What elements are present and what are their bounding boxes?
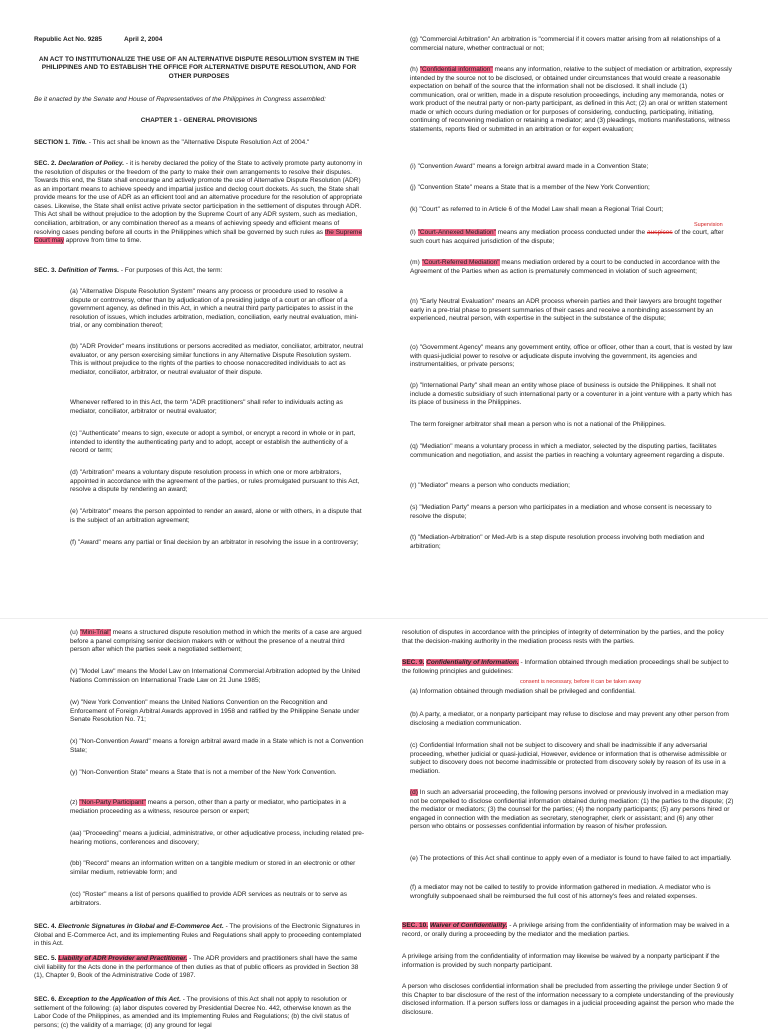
- sec3-text: - For purposes of this Act, the term:: [119, 267, 223, 274]
- definition-q: (q) "Mediation" means a voluntary process in which a mediator, selected by the disputing parties, facilitates communication and negotiation, and assist the parties in reaching a voluntary agreement regarding a dispute.: [410, 443, 725, 459]
- chapter-1-heading: CHAPTER 1 - GENERAL PROVISIONS: [140, 117, 258, 124]
- sec1-text: - This act shall be known as the "Alternative Dispute Resolution Act of 2004.": [87, 139, 310, 146]
- sec9-label: SEC. 9.: [402, 659, 425, 666]
- definition-e: (e) "Arbitrator" means the person appointed to render an award, alone or with others, in a dispute that is the subject of an arbitration agreement;: [70, 508, 362, 524]
- sec4-label: SEC. 4.: [34, 923, 57, 930]
- definition-u-text: means a structured dispute resolution method in which the merits of a case are argued before a panel comprising senior decision makers with or without the presence of a neutral third person after which the parties seek a negotiated settlement;: [70, 629, 362, 654]
- sec6-label: SEC. 6.: [34, 996, 57, 1003]
- definition-j: (j) "Convention State" means a State that is a member of the New York Convention;: [410, 184, 650, 191]
- definition-m-term: "Court-Referred Mediation": [421, 259, 500, 266]
- definition-d: (d) "Arbitration" means a voluntary dispute resolution process in which one or more arbitrators, appointed in accordance with the agreement of the parties, or rules promulgated pursuant to this Act, resolve a dispute by rendering an award;: [70, 469, 360, 494]
- definition-l-term: "Court-Annexed Mediation": [417, 229, 496, 236]
- section-2: [34, 160, 364, 246]
- definition-z-term: "Non-Party Participant": [79, 799, 146, 806]
- sec4-title: Electronic Signatures in Global and E-Commerce Act.: [58, 923, 224, 930]
- definition-h-prefix: (h): [410, 66, 420, 73]
- definition-m-prefix: (m): [410, 259, 422, 266]
- confidentiality-d: [402, 789, 734, 832]
- definition-y: (y) "Non-Convention State" means a State that is not a member of the New York Convention.: [70, 769, 337, 776]
- definition-u: [34, 629, 364, 655]
- confidentiality-e: (e) The protections of this Act shall continue to apply even of a mediator is found to have failed to act impartially.: [410, 855, 732, 862]
- definition-n: (n) "Early Neutral Evaluation" means an ADR process wherein parties and their lawyers are brought together early in a pre-trial phase to present summaries of their cases and receive a nonbinding assessment by an experienced, neutral person, with expertise in the subject in the substance of the dispute;: [410, 298, 722, 323]
- sec5-text: - The ADR providers and practitioners shall have the same civil liability for the Acts done in the performance of then duties as that of public officers as provided in Section 38 (1), Chapter 9, Book of the Administrative Code of 1987.: [34, 955, 359, 980]
- section-1: [34, 139, 364, 148]
- definition-x: (x) "Non-Convention Award" means a foreign arbitral award made in a State which is not a Convention State;: [70, 738, 364, 754]
- confidentiality-d-marker: (d): [410, 789, 418, 796]
- waiver-paragraph-1: A privilege arising from the confidentiality of information may likewise be waived by a nonparty participant if the information is provided by such nonparty participant.: [402, 953, 720, 969]
- definition-h: [402, 66, 734, 135]
- definition-l-tail: of the court, after such court has acquired jurisdiction of the dispute;: [410, 229, 724, 245]
- definition-u-prefix: (u): [70, 629, 80, 636]
- page-2: [0, 618, 768, 1029]
- definition-v: (v) "Model Law" means the Model Law on International Commercial Arbitration adopted by the United Nations Commission on International Trade Law on 21 June 1985;: [70, 668, 361, 684]
- sec2-title: Declaration of Policy.: [58, 160, 125, 167]
- sec2-label: SEC. 2.: [34, 160, 57, 167]
- definition-a: (a) "Alternative Dispute Resolution System" means any process or procedure used to resolve a dispute or controversy, other than by adjudication of a presiding judge of a court or an officer of a government agency, as defined in this Act, in which a neutral third party participates to assist in the resolution of issues, which includes arbitration, mediation, conciliation, early neutral evaluation, mini-trial, or any combination thereof;: [70, 288, 359, 330]
- definition-h-term: "Confidential information": [419, 66, 493, 73]
- definition-g: (g) "Commercial Arbitration" An arbitration is "commercial if it covers matter arising from all relationships of a commercial nature, whether contractual or not;: [410, 36, 721, 52]
- act-title: AN ACT TO INSTITUTIONALIZE THE USE OF AN ALTERNATIVE DISPUTE RESOLUTION SYSTEM IN THE PHILIPPINES AND TO ESTABLISH THE OFFICE FOR ALTERNATIVE DISPUTE RESOLUTION, AND FOR OTHER PURPOSES: [38, 56, 360, 80]
- section-4: [34, 923, 364, 949]
- section-5: [34, 955, 364, 981]
- annotation-consent: consent is necessary, before it can be taken away: [520, 679, 642, 685]
- definition-m-text: means mediation ordered by a court to be conducted in accordance with the Agreement of the Parties when as action is prematurely commenced in violation of such agreement;: [410, 259, 720, 275]
- sec1-label: SECTION 1.: [34, 139, 71, 146]
- act-date: April 2, 2004: [124, 36, 163, 43]
- annotation-supervision: Supervision: [694, 222, 723, 228]
- definition-l-prefix: (l): [410, 229, 418, 236]
- sec9-text: - Information obtained through mediation proceedings shall be subject to the following principles and guidelines:: [402, 659, 729, 675]
- sec6-text: - The provisions of this Act shall not apply to resolution or settlement of the following: (a) labor disputes covered by Presidential Decree No. 442, otherwise known as the Labor Code of the Philippines, as amended and its Implementing Rules and Regulations; (b) the civil status of persons; (c) the validity of a marriage; (d) any ground for legal: [34, 996, 352, 1029]
- definition-l-struck-word: auspices: [646, 229, 673, 236]
- confidentiality-a: (a) Information obtained through mediation shall be privileged and confidential.: [410, 688, 636, 695]
- confidentiality-d-text: In such an adversarial proceeding, the following persons involved or previously involved in a mediation may not be compelled to disclose confidential information obtained during mediation: (1) the parties to the dispute; (2) the mediator or mediators; (3) the counsel for the parties; (4) the nonparty participants; (5) any persons hired or engaged in connection with the mediation as secretary, stenographer, clerk or assistant; and (6) any other person who obtains or possesses confidential information by reason of his/her profession.: [410, 789, 734, 831]
- definition-t: (t) "Mediation-Arbitration" or Med-Arb is a step dispute resolution process involving both mediation and arbitration;: [410, 534, 705, 550]
- definition-z: [34, 799, 364, 816]
- definition-z-text: means a person, other than a party or mediator, who participates in a mediation proceeding as a witness, resource person or expert;: [70, 799, 346, 815]
- definition-h-text: means any information, relative to the subject of mediation or arbitration, expressly intended by the source not to be disclosed, or obtained under circumstances that would create a reasonable expectation on behalf of the source that the information shall not be disclosed. It shall include (1) communication, oral or written, made in a dispute resolution proceedings, including any memoranda, notes or work product of the neutral party or non-party participant, as defined in this Act; (2) an oral or written statement made or which occurs during mediation or for purposes of considering, conducting, participating, initiating, continuing of reconvening mediation or retaining a mediator; and (3) pleadings, motions manifestations, witness statements, reports filed or submitted in an arbitration or for expert evaluation;: [410, 66, 732, 134]
- definition-f: (f) "Award" means any partial or final decision by an arbitrator in resolving the issue in a controversy;: [70, 539, 359, 546]
- sec2-highlight: the Supreme Court may: [34, 228, 363, 245]
- section-10: [402, 922, 734, 939]
- definition-u-term: "Mini-Trial": [79, 629, 111, 636]
- sec10-title: Waiver of Confidentiality.: [429, 922, 508, 929]
- sec10-text: - A privilege arising from the confidentiality of information may be waived in a record, or orally during a proceeding by the mediator and the mediation parties.: [402, 922, 730, 938]
- definition-m: [402, 259, 734, 276]
- section-6: [34, 996, 364, 1030]
- definition-z-prefix: (z): [70, 799, 80, 806]
- definition-s: (s) "Mediation Party" means a person who participates in a mediation and whose consent is necessary to resolve the dispute;: [410, 504, 712, 520]
- definition-l: [402, 229, 734, 246]
- sec9-title: Confidentiality of Information.: [426, 659, 519, 666]
- definition-cc: (cc) "Roster" means a list of persons qualified to provide ADR services as neutrals or to serve as arbitrators.: [70, 891, 348, 907]
- enacting-clause: Be it enacted by the Senate and House of Representatives of the Philippines in Congress assembled:: [34, 96, 326, 103]
- definition-o: (o) "Government Agency" means any government entity, office or officer, other than a court, that is vested by law with quasi-judicial power to resolve or adjudicate dispute involving the government, its agencies and instrumentalities, or private persons;: [410, 344, 733, 369]
- definition-aa: (aa) "Proceeding" means a judicial, administrative, or other adjudicative process, including related pre-hearing motions, conferences and discovery;: [70, 830, 365, 846]
- section-8-continued: resolution of disputes in accordance with the principles of integrity of determination by the parties, and the policy that the decision-making authority in the mediation process rests with the parties.: [402, 629, 724, 645]
- confidentiality-b: (b) A party, a mediator, or a nonparty participant may refuse to disclose and may prevent any other person from disclosing a mediation communication.: [410, 711, 729, 727]
- definition-k: (k) "Court" as referred to in Article 6 of the Model Law shall mean a Regional Trial Court;: [410, 206, 664, 213]
- definition-l-text: means any mediation process conducted under the: [495, 229, 647, 236]
- definition-bb: (bb) "Record" means an information written on a tangible medium or stored in an electronic or other similar medium, retrievable form; and: [70, 860, 356, 876]
- sec10-label: SEC. 10.: [402, 922, 429, 929]
- waiver-paragraph-2: A person who discloses confidential information shall be precluded from asserting the privilege under Section 9 of this Chapter to bar disclosure of the rest of the information necessary to a complete understanding of the previously disclosed information. If a person suffers loss or damages in a judicial proceeding against the person who made the disclosure.: [402, 983, 734, 1016]
- section-9: [402, 659, 734, 676]
- sec2-text: - it is hereby declared the policy of the State to actively promote party autonomy in the resolution of disputes or the freedom of the party to make their own arrangements to resolve their disputes. Towards this end, the State shall encourage and actively promote the use of Alternative Dispute Resolution (ADR) as an important means to achieve speedy and impartial justice and declog court dockets. As such, the State shall provide means for the use of ADR as an efficient tool and an alternative procedure for the resolution of appropriate cases. Likewise, the State shall enlist active private sector participation in the settlement of disputes through ADR. This Act shall be without prejudice to the adoption by the Supreme Court of any ADR system, such as mediation, conciliation, arbitration, or any combination thereof as a means of achieving speedy and efficient means of resolving cases pending before all courts in the Philippines which shall be governed by such rules as: [34, 160, 363, 236]
- sec4-text: - The provisions of the Electronic Signatures in Global and E-Commerce Act, and its implementing Rules and Regulations shall apply to proceeding contemplated in this Act.: [34, 923, 362, 948]
- act-header: [34, 36, 364, 45]
- definition-c: (c) "Authenticate" means to sign, execute or adopt a symbol, or encrypt a record in whole or in part, intended to identity the authenticating party and to adopt, accept or establish the authenticity of a record or term;: [70, 430, 356, 455]
- definition-i: (i) "Convention Award" means a foreign arbitral award made in a Convention State;: [410, 163, 649, 170]
- definition-foreigner: The term foreigner arbitrator shall mean a person who is not a national of the Philippines.: [410, 421, 666, 428]
- confidentiality-f: (f) a mediator may not be called to testify to provide information gathered in mediation. A mediator who is wrongfully subpoenaed shall be reimbursed the full cost of his attorney's fees and related expenses.: [410, 884, 711, 900]
- section-3: [34, 267, 364, 276]
- definition-r: (r) "Mediator" means a person who conducts mediation;: [410, 482, 570, 489]
- definition-p: (p) "International Party" shall mean an entity whose place of business is outside the Philippines. It shall not include a domestic subsidiary of such international party or a coventurer in a joint venture with a party which has its place of business in the Philippines.: [410, 382, 732, 407]
- sec2-tail: approve from time to time.: [63, 237, 142, 245]
- act-number: Republic Act No. 9285: [34, 36, 103, 43]
- sec3-label: SEC. 3.: [34, 267, 57, 274]
- sec1-title: Title.: [71, 139, 87, 146]
- confidentiality-c: (c) Confidential Information shall not be subject to discovery and shall be inadmissible if any adversarial proceeding, whether judicial or quasi-judicial, However, evidence or information that is otherwise admissible or subject to discovery does not become inadmissible or protected from discovery solely by reason of its use in a mediation.: [410, 742, 727, 775]
- definition-b: (b) "ADR Provider" means institutions or persons accredited as mediator, conciliator, arbitrator, neutral evaluator, or any person exercising similar functions in any Alternative Dispute Resolution system. This is without prejudice to the rights of the parties to choose nonaccredited individuals to act as mediator, conciliator, arbitrator, or neutral evaluator of their dispute.: [70, 343, 363, 376]
- sec5-title: Liability of ADR Provider and Practitioner.: [58, 955, 188, 962]
- definition-whenever: Whenever reffered to in this Act, the term "ADR practitioners" shall refer to individuals acting as mediator, conciliator, arbitrator or neutral evaluator;: [70, 399, 343, 415]
- definition-w: (w) "New York Convention" means the United Nations Convention on the Recognition and Enforcement of Foreign Arbitral Awards approved in 1958 and ratified by the Philippine Senate under Senate Resolution No. 71;: [70, 699, 360, 724]
- sec3-title: Definition of Terms.: [58, 267, 120, 274]
- sec6-title: Exception to the Application of this Act.: [58, 996, 181, 1003]
- sec5-label: SEC. 5.: [34, 955, 57, 962]
